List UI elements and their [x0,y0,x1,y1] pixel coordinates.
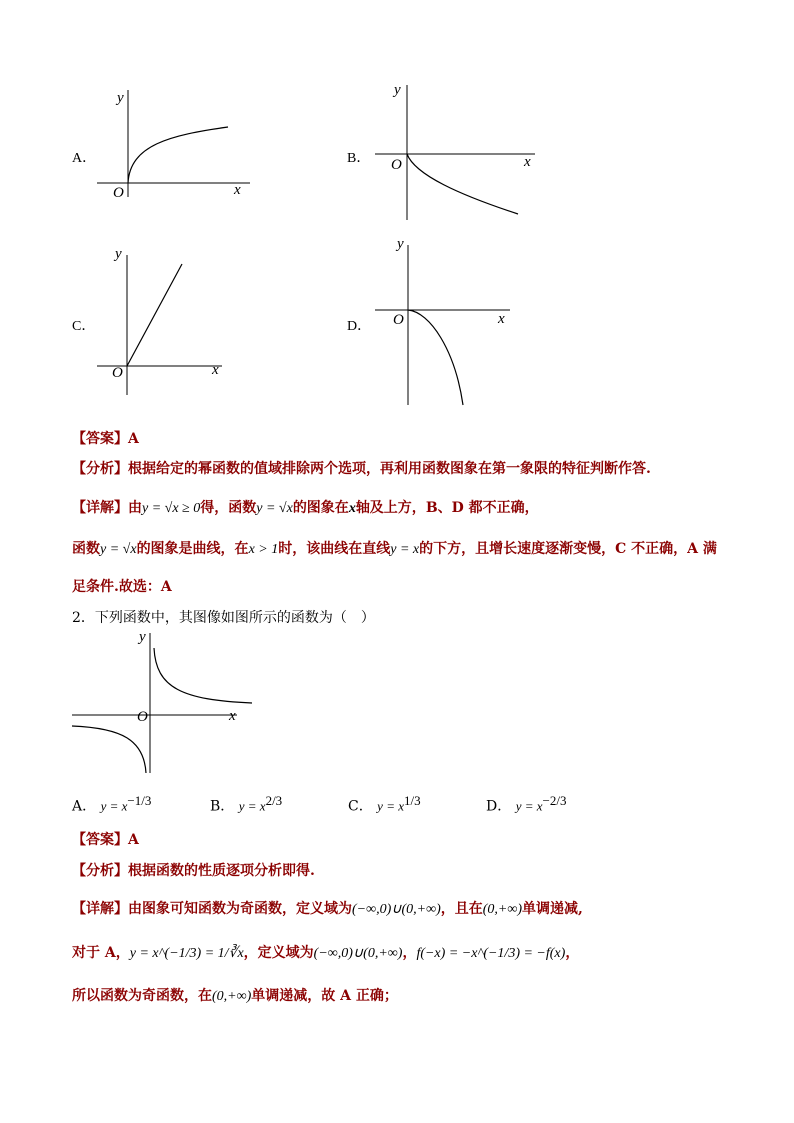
q2-option-c [348,793,421,816]
option-label: B． [210,798,235,815]
graph-b [370,80,540,225]
math-expr: y = x [377,798,404,814]
answer-value: A [128,431,139,447]
answer-value: A [128,832,139,848]
graph-b-y-label: y [394,82,401,98]
text: 的图象在 [292,500,349,516]
graph-d-origin-label: O [393,312,404,328]
q2-stem: 2．下列函数中，其图像如图所示的函数为（ ） [72,610,375,626]
detail-tag: 【详解】 [72,500,128,516]
math-expr: (−∞,0)∪(0,+∞) [352,902,441,917]
q1-detail-line-1 [72,497,539,517]
graph-a-origin-label: O [113,185,124,201]
option-label: D． [486,798,512,815]
math-expr: x > 1 [248,542,279,557]
text: 由图象可知函数为奇函数，定义域为 [128,901,352,917]
q1-analysis [72,458,651,478]
math-expr: y = √x ≥ 0 [142,501,201,516]
graph-q2-y-label: y [139,629,146,645]
q1-answer [72,428,139,448]
math-exponent: −2/3 [542,793,567,808]
text: C 不正确，A 满 [615,541,717,557]
option-c-label: C． [72,319,96,334]
graph-q2-origin-label: O [137,709,148,725]
graph-d-x-label: x [498,311,505,327]
math-expr: y = x^(−1/3) = 1/∛x [129,946,244,961]
text: 函数 [72,541,100,557]
q2-option-a [72,793,151,816]
graph-c-x-label: x [212,362,219,378]
q2-answer [72,829,139,849]
text: 的下方，且增长速度逐渐变慢， [419,541,616,557]
analysis-text: 根据给定的幂函数的值域排除两个选项，再利用函数图象在第一象限的特征判断作答. [128,461,651,477]
math-exponent: 2/3 [265,793,283,808]
math-expr: f(−x) = −x^(−1/3) = −f(x) [416,946,566,961]
graph-b-origin-label: O [391,157,402,173]
math-expr: (0,+∞) [212,989,252,1004]
math-exponent: 1/3 [403,793,421,808]
option-label: C． [348,798,373,815]
graph-q2 [72,628,252,778]
q1-detail-line-2 [72,538,717,558]
text: 单调递减，故 A 正确； [251,988,398,1004]
text: 得，函数 [200,500,257,516]
graph-b-x-label: x [524,154,531,170]
q2-detail-line-3 [72,985,398,1005]
math-expr: (−∞,0)∪(0,+∞) [313,946,403,961]
option-a-label: A． [72,151,97,166]
graph-q2-x-label: x [229,708,236,724]
text: 所以函数为奇函数，在 [72,988,212,1004]
answer-tag: 【答案】 [72,431,128,447]
text: 对于 A， [72,945,130,961]
analysis-tag: 【分析】 [72,863,128,879]
graph-c-origin-label: O [112,365,123,381]
text: ， [565,945,580,961]
text: B、D 都不正确， [425,500,539,516]
math-var: x [348,501,356,516]
math-expr: (0,+∞) [482,902,523,917]
graph-c-y-label: y [115,246,122,262]
text: ，定义域为 [243,945,314,961]
q2-detail-line-1 [72,898,583,918]
text: 轴及上方， [355,500,426,516]
q2-detail-line-2 [72,942,579,962]
text: A [160,579,172,595]
analysis-text: 根据函数的性质逐项分析即得. [128,863,315,879]
text: 时，该曲线在直线 [278,541,391,557]
text: 足条件.故选： [72,579,161,595]
math-expr: y = x [100,798,128,814]
detail-tag: 【详解】 [72,901,128,917]
math-expr: y = x [238,798,266,814]
math-expr: y = √x [256,501,293,516]
text: 单调递减, [522,901,583,917]
option-label: A． [72,798,97,815]
text: ，且在 [440,901,483,917]
q1-detail-line-3 [72,576,172,596]
q2-analysis [72,860,315,880]
graph-a-y-label: y [117,90,124,106]
text: ， [402,945,417,961]
math-exponent: −1/3 [127,793,152,808]
q2-option-b [210,793,282,816]
analysis-tag: 【分析】 [72,461,128,477]
math-expr: y = √x [100,542,137,557]
math-expr: y = x [390,542,420,557]
option-b-label: B． [347,151,371,166]
q2-option-d [486,793,566,816]
answer-tag: 【答案】 [72,832,128,848]
text: 的图象是曲线，在 [136,541,249,557]
option-d-label: D． [347,319,372,334]
text: 由 [128,500,142,516]
graph-d-y-label: y [397,236,404,252]
graph-a-x-label: x [234,182,241,198]
math-expr: y = x [515,798,543,814]
